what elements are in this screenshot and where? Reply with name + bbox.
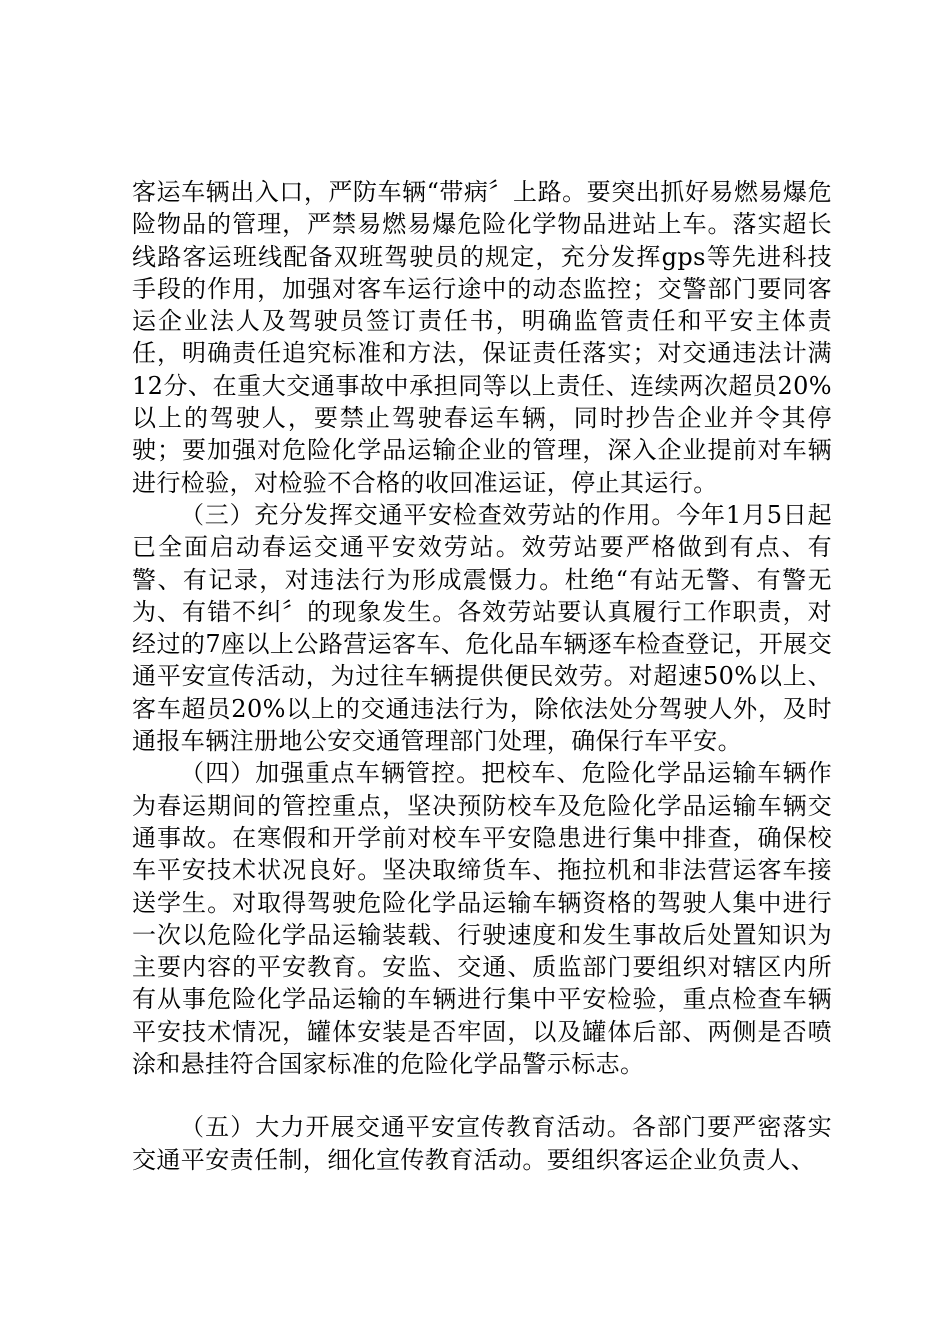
paragraph-spacer [132,1080,832,1111]
paragraph-section-4: （四）加强重点车辆管控。把校车、危险化学品运输车辆作为春运期间的管控重点，坚决预防校车及危险化学品运输车辆交通事故。在寒假和开学前对校车平安隐患进行集中排查，确保校车平安技术状况良好。坚决取缔货车、拖拉机和非法营运客车接送学生。对取得驾驶危险化学品运输车辆资格的驾驶人集中进行一次以危险化学品运输装载、行驶速度和发生事故后处置知识为主要内容的平安教育。安监、交通、质监部门要组织对辖区内所有从事危险化学品运输的车辆进行集中平安检验，重点检查车辆平安技术情况，罐体安装是否牢固，以及罐体后部、两侧是否喷涂和悬挂符合国家标准的危险化学品警示标志。 [132,759,832,1079]
paragraph-section-5: （五）大力开展交通平安宣传教育活动。各部门要严密落实交通平安责任制，细化宣传教育活动。要组织客运企业负责人、 [132,1113,832,1174]
document-body [132,176,832,1176]
paragraph-section-3: （三）充分发挥交通平安检查效劳站的作用。今年1月5日起已全面启动春运交通平安效劳站。效劳站要严格做到有点、有警、有记录，对违法行为形成震慑力。杜绝“有站无警、有警无为、有错不纠〞的现象发生。各效劳站要认真履行工作职责，对经过的7座以上公路营运客车、危化品车辆逐车检查登记，开展交通平安宣传活动，为过往车辆提供便民效劳。对超速50%以上、客车超员20%以上的交通违法行为，除依法处分驾驶人外，及时通报车辆注册地公安交通管理部门处理，确保行车平安。 [132,500,832,756]
paragraph-continuation: 客运车辆出入口，严防车辆“带病〞上路。要突出抓好易燃易爆危险物品的管理，严禁易燃易爆危险化学物品进站上车。落实超长线路客运班线配备双班驾驶员的规定，充分发挥gps等先进科技手段的作用，加强对客车运行途中的动态监控；交警部门要同客运企业法人及驾驶员签订责任书，明确监管责任和平安主体责任，明确责任追究标准和方法，保证责任落实；对交通违法计满12分、在重大交通事故中承担同等以上责任、连续两次超员20%以上的驾驶人，要禁止驾驶春运车辆，同时抄告企业并令其停驶；要加强对危险化学品运输企业的管理，深入企业提前对车辆进行检验，对检验不合格的收回准运证，停止其运行。 [132,178,832,497]
